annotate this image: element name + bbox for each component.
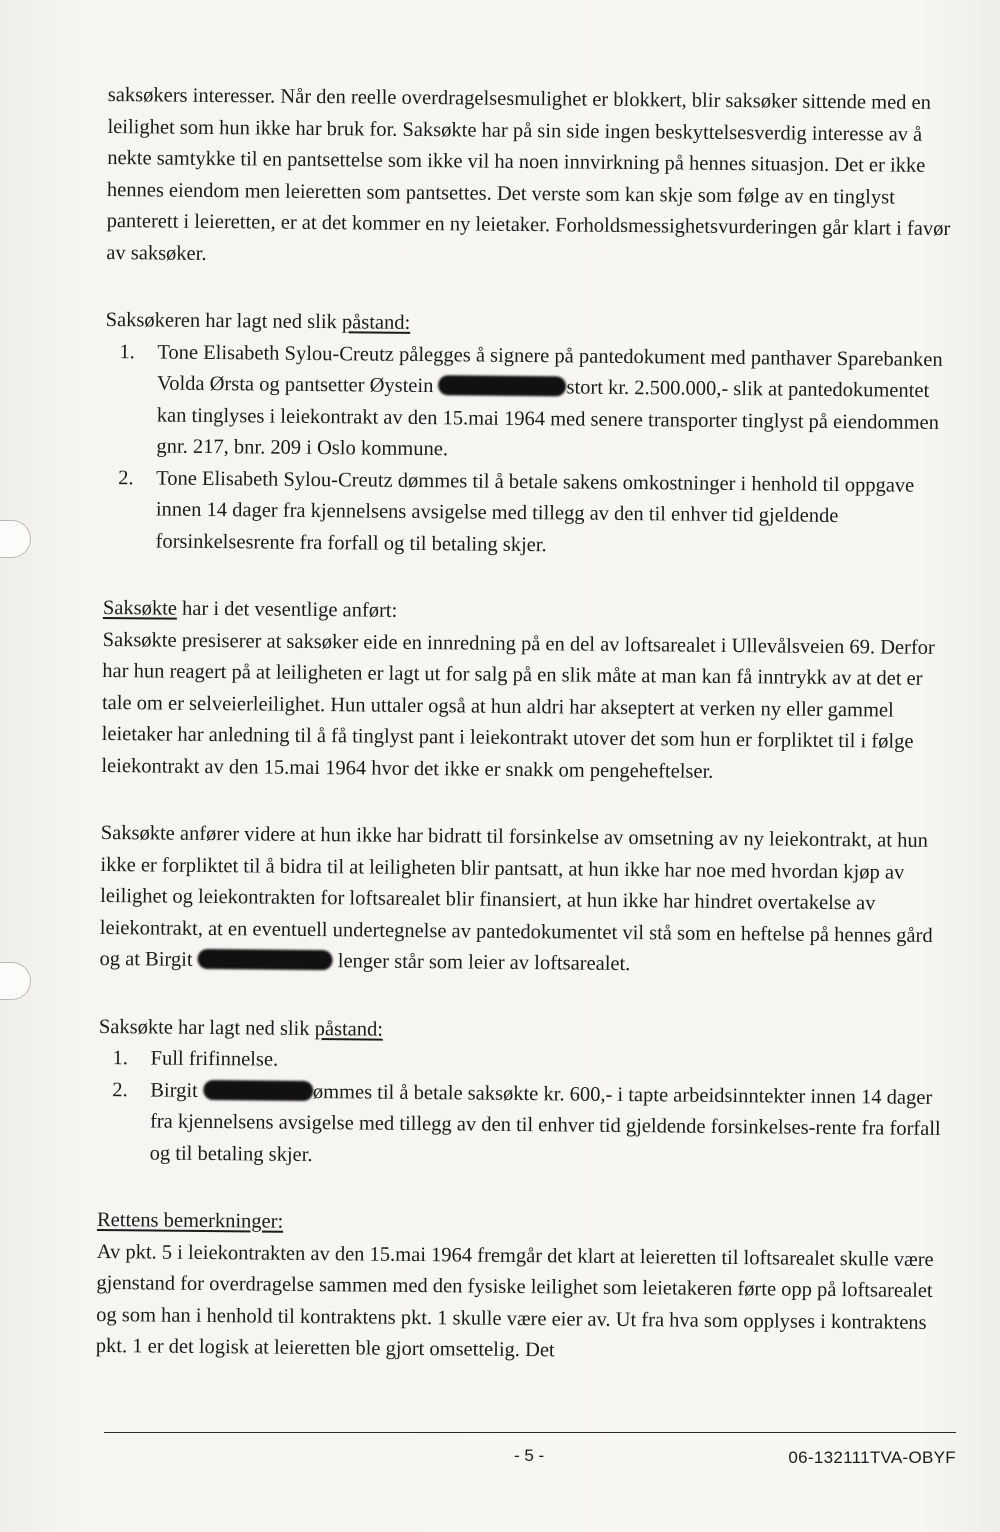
page-footer xyxy=(104,1444,956,1474)
claim-item: 2. Birgit ømmes til å betale saksøkte kr. 600,- i tapte arbeidsinntekter innen 14 dager fra kjennelsens avsigelse med tillegg av den til enhver tid gjeldende forsinkelses-rente fra forfall og til betaling skjer. xyxy=(112,1078,941,1166)
claim-item: 1. Tone Elisabeth Sylou-Creutz pålegges å signere på pantedokument med panthaver Sparebanken Volda Ørsta og pantsetter Øystein stort kr. 2.500.000,- slik at pantedokumentet kan tinglyses i leiekontrakt av den 15.mai 1964 med senere transporter tinglyst på eiendommen gnr. 217, bnr. 209 i Oslo kommune. xyxy=(119,340,943,461)
claim-item: 1. Full frifinnelse. xyxy=(112,1047,279,1071)
document-body xyxy=(96,80,960,1371)
defendant-paragraph: Saksøkte presiserer at saksøker eide en innredning på en del av loftsarealet i Ullevålsveien 69. Derfor har hun reagert på at leiligheten er lagt ut for salg på en slik måte at man kan få inntrykk av at det er tale om er selveierleilighet. Hun uttaler også at hun aldri har akseptert at verken ny eller gammel leietaker har anledning til å få tinglyst pant i leiekontrakt utover det som hun er forpliktet til i følge leiekontrakt av den 15.mai 1964 hvor det ikke er snakk om pengeheftelser. xyxy=(101,628,935,783)
defendant-claim-heading: Saksøkte har lagt ned slik påstand: xyxy=(98,1015,384,1041)
redaction-mark xyxy=(198,949,333,970)
page-number: - 5 - xyxy=(514,1446,545,1465)
case-reference: 06-132111TVA-OBYF xyxy=(788,1448,956,1467)
claim-label: påstand: xyxy=(341,311,411,334)
defendant-heading: Saksøkte har i det vesentlige anført: xyxy=(102,596,398,622)
redaction-mark xyxy=(203,1079,313,1100)
plaintiff-claim-heading: Saksøkeren har lagt ned slik påstand: xyxy=(105,308,411,334)
redaction-mark xyxy=(438,375,566,396)
argument-paragraph: saksøkers interesser. Når den reelle overdragelsesmulighet er blokkert, blir saksøker sittende med en leilighet som hun ikke har bruk for. Saksøkte har på sin side ingen beskyttelsesverdig interesse av å nekte samtykke til en pantsettelse som ikke vil ha noen innvirkning på hennes situasjon. Det er ikke hennes eiendom men leieretten som pantsettes. Det verste som kan skje som følge av en tinglyst panterett i leieretten, er at det kommer en ny leietaker. Forholdsmessighetsvurderingen går klart i favør av saksøker. xyxy=(106,83,951,265)
claim-label: påstand: xyxy=(314,1017,384,1041)
court-remarks-heading: Rettens bemerkninger: xyxy=(96,1208,284,1233)
defendant-paragraph: Saksøkte anfører videre at hun ikke har bidratt til forsinkelse av omsetning av ny leiekontrakt, at hun ikke er forpliktet til å bidra til at leiligheten blir pantsatt, at hun ikke har noe med hvordan kjøp av leilighet og leiekontrakten for loftsarealet blir finansiert, at hun ikke har hindret overtakelse av leiekontrakt, at en eventuell undertegnelse av pantedokumentet vil stå som en heftelse på hennes gård og at Birgit lenger står som leier av loftsarealet. xyxy=(99,821,933,976)
court-remarks-paragraph: Av pkt. 5 i leiekontrakten av den 15.mai 1964 fremgår det klart at leieretten til loftsarealet skulle være gjenstand for overdragelse sammen med den fysiske leilighet som leietakeren førte opp på loftsarealet og som han i henhold til kontraktens pkt. 1 skulle være eier av. Ut fra hva som opplyses i kontraktens pkt. 1 er det logisk at leieretten ble gjort omsettelig. Det xyxy=(95,1240,934,1362)
punch-hole xyxy=(0,962,31,1000)
punch-hole xyxy=(0,520,31,558)
claim-item: 2. Tone Elisabeth Sylou-Creutz dømmes til å betale sakens omkostninger i henhold til oppgave innen 14 dager fra kjennelsens avsigelse med tillegg av den til enhver tid gjeldende forsinkelsesrente fra forfall og til betaling skjer. xyxy=(118,466,915,556)
footer-rule xyxy=(104,1432,956,1433)
